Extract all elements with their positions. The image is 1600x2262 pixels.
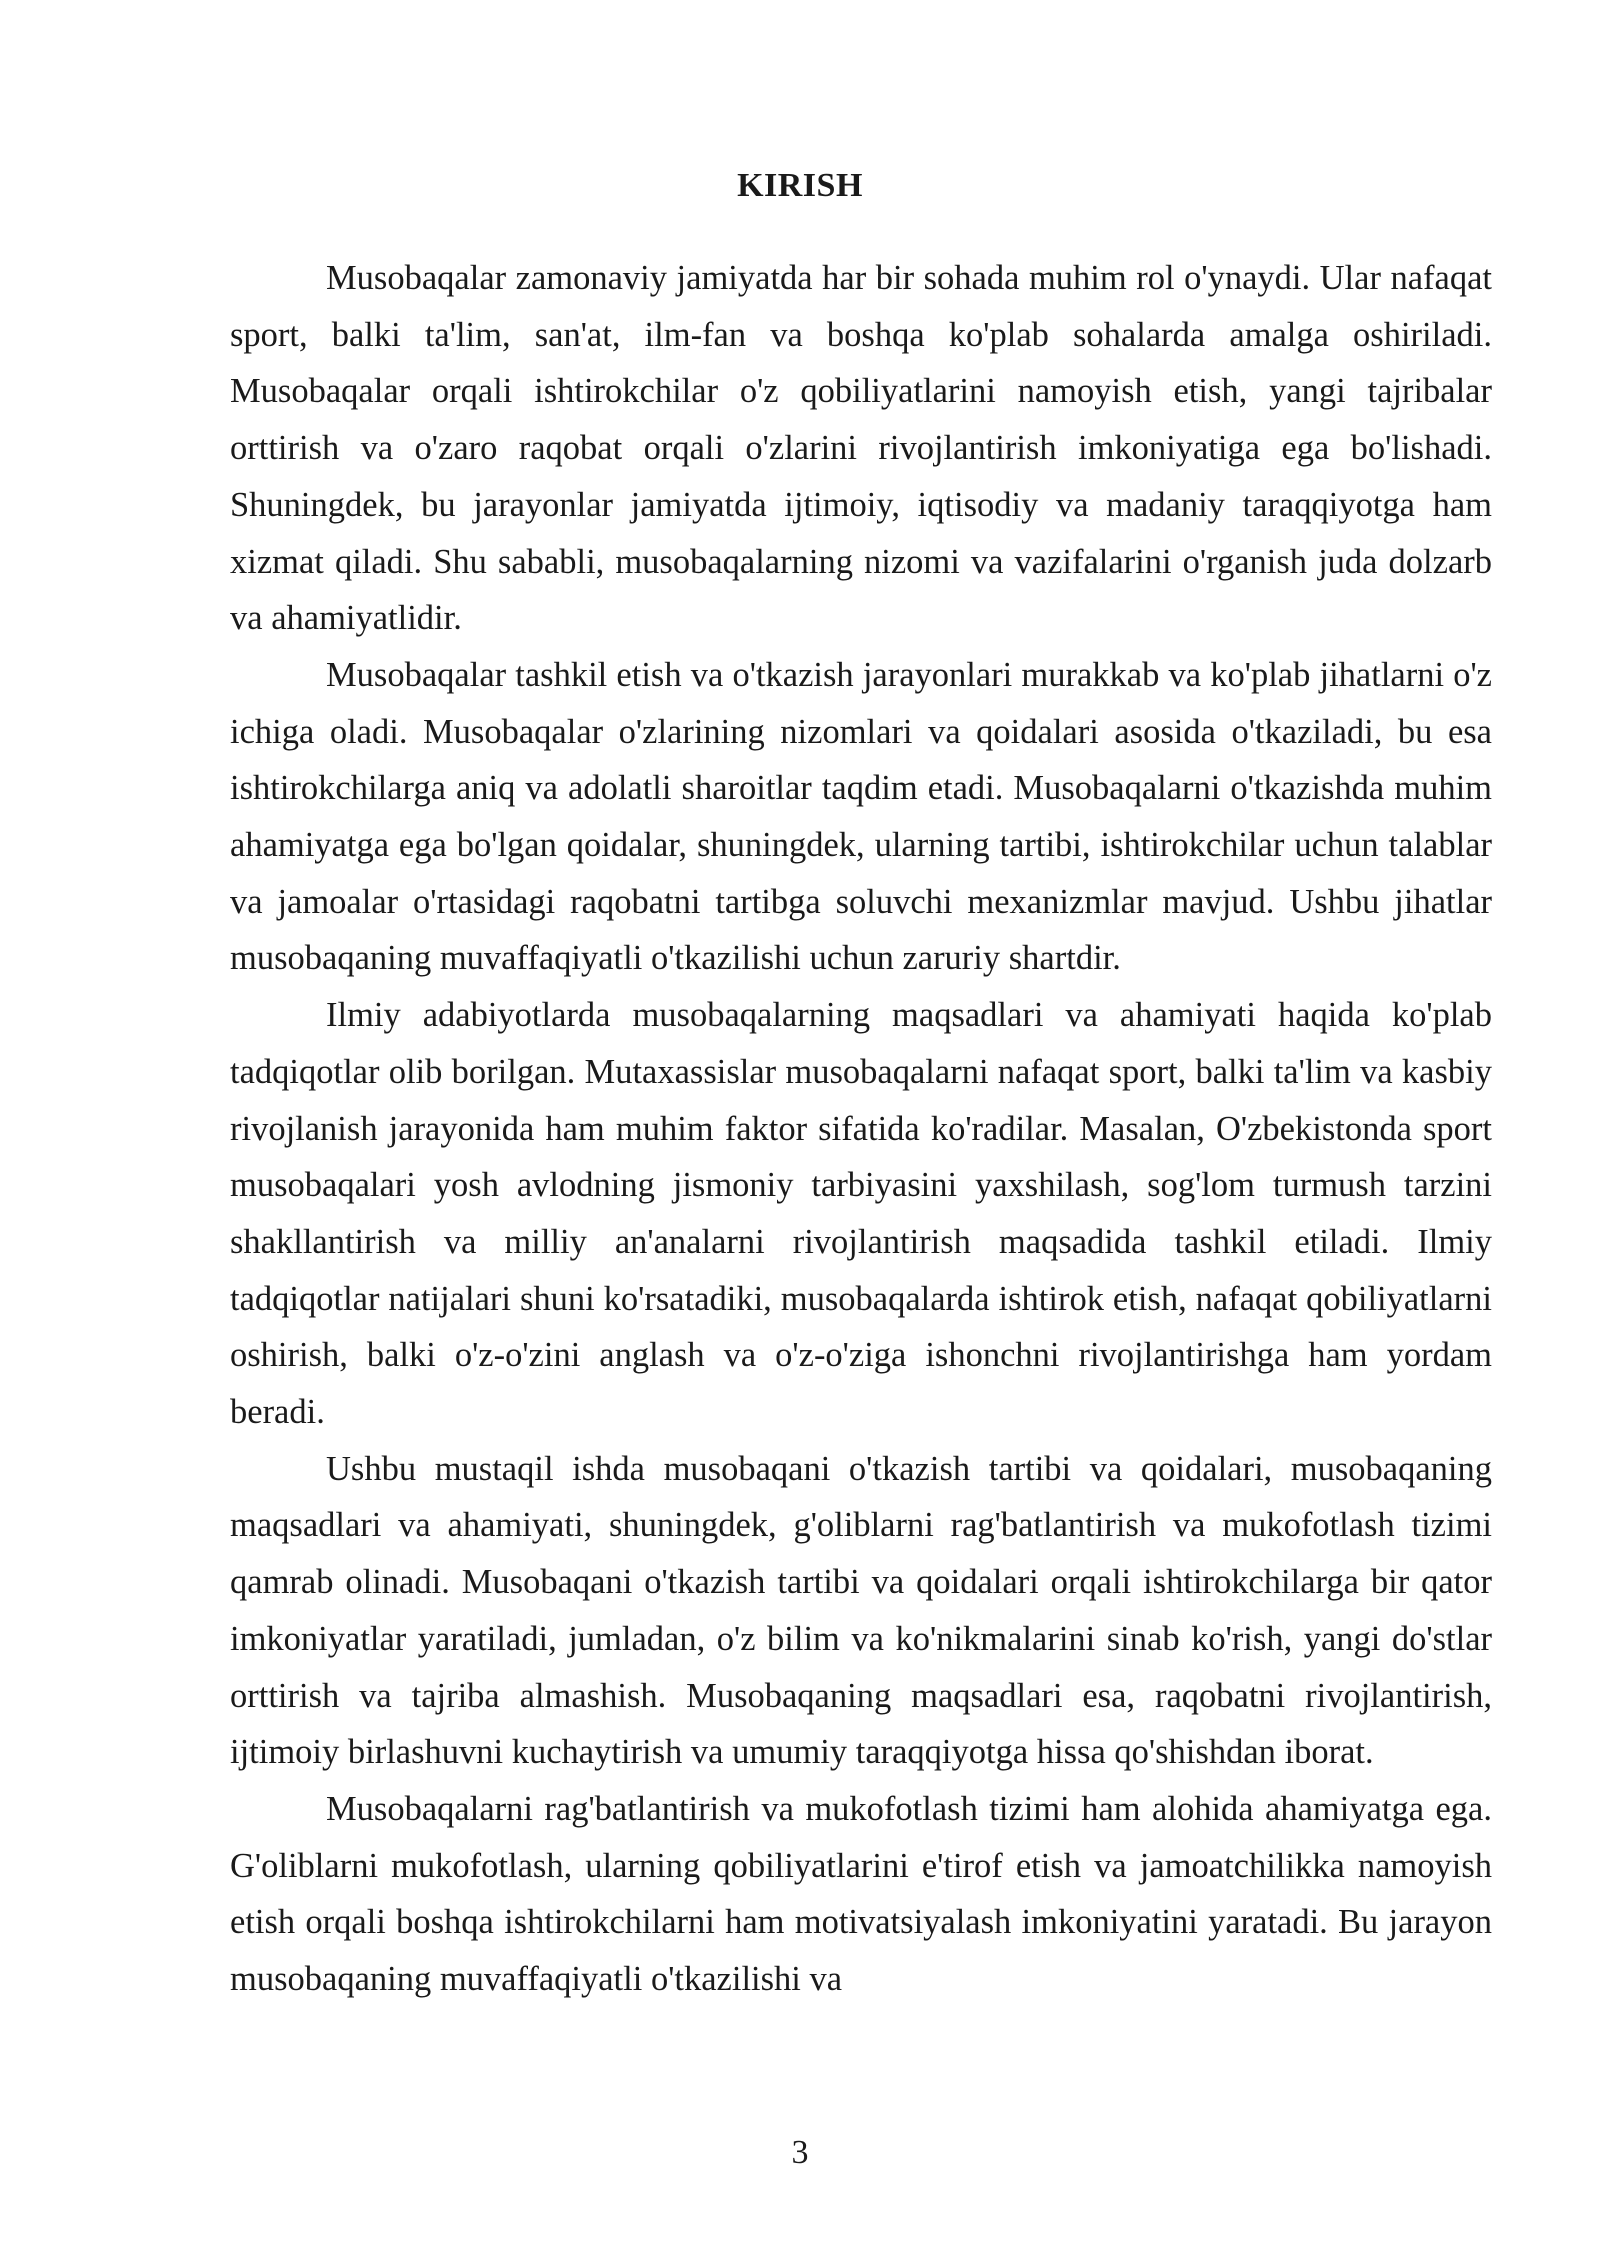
paragraph-2: Musobaqalar tashkil etish va o'tkazish jarayonlari murakkab va ko'plab jihatlarni o'z ichiga oladi. Musobaqalar o'zlarining nizomlari va qoidalari asosida o'tkaziladi, bu esa ishtirokchilarga aniq va adolatli sharoitlar taqdim etadi. Musobaqalarni o'tkazishda muhim ahamiyatga ega bo'lgan qoidalar, shuningdek, ularning tartibi, ishtirokchilar uchun talablar va jamoalar o'rtasidagi raqobatni tartibga soluvchi mexanizmlar mavjud. Ushbu jihatlar musobaqaning muvaffaqiyatli o'tkazilishi uchun zaruriy shartdir.	[230, 655, 1492, 978]
paragraph-1: Musobaqalar zamonaviy jamiyatda har bir sohada muhim rol o'ynaydi. Ular nafaqat sport, balki ta'lim, san'at, ilm-fan va boshqa ko'plab sohalarda amalga oshiriladi. Musobaqalar orqali ishtirokchilar o'z qobiliyatlarini namoyish etish, yangi tajribalar orttirish va o'zaro raqobat orqali o'zlarini rivojlantirish imkoniyatiga ega bo'lishadi. Shuningdek, bu jarayonlar jamiyatda ijtimoiy, iqtisodiy va madaniy taraqqiyotga ham xizmat qiladi. Shu sababli, musobaqalarning nizomi va vazifalarini o'rganish juda dolzarb va ahamiyatlidir.	[230, 259, 1492, 638]
paragraph-3: Ilmiy adabiyotlarda musobaqalarning maqsadlari va ahamiyati haqida ko'plab tadqiqotlar olib borilgan. Mutaxassislar musobaqalarni nafaqat sport, balki ta'lim va kasbiy rivojlanish jarayonida ham muhim faktor sifatida ko'radilar. Masalan, O'zbekistonda sport musobaqalari yosh avlodning jismoniy tarbiyasini yaxshilash, sog'lom turmush tarzini shakllantirish va milliy an'analarni rivojlantirish maqsadida tashkil etiladi. Ilmiy tadqiqotlar natijalari shuni ko'rsatadiki, musobaqalarda ishtirok etish, nafaqat qobiliyatlarni oshirish, balki o'z-o'zini anglash va o'z-o'ziga ishonchni rivojlantirishga ham yordam beradi.	[230, 996, 1492, 1432]
paragraph-4: Ushbu mustaqil ishda musobaqani o'tkazish tartibi va qoidalari, musobaqaning maqsadlari va ahamiyati, shuningdek, g'oliblarni rag'batlantirish va mukofotlash tizimi qamrab olinadi. Musobaqani o'tkazish tartibi va qoidalari orqali ishtirokchilarga bir qator imkoniyatlar yaratiladi, jumladan, o'z bilim va ko'nikmalarini sinab ko'rish, yangi do'stlar orttirish va tajriba almashish. Musobaqaning maqsadlari esa, raqobatni rivojlantirish, ijtimoiy birlashuvni kuchaytirish va umumiy taraqqiyotga hissa qo'shishdan iborat.	[230, 1449, 1492, 1772]
paragraph-5: Musobaqalarni rag'batlantirish va mukofotlash tizimi ham alohida ahamiyatga ega. G'oliblarni mukofotlash, ularning qobiliyatlarini e'tirof etish va jamoatchilikka namoyish etish orqali boshqa ishtirokchilarni ham motivatsiyalash imkoniyatini yaratadi. Bu jarayon musobaqaning muvaffaqiyatli o'tkazilishi va	[230, 1789, 1492, 1999]
page-title: KIRISH	[737, 167, 863, 204]
page-number: 3	[791, 2134, 809, 2171]
body-text	[230, 250, 1492, 2008]
